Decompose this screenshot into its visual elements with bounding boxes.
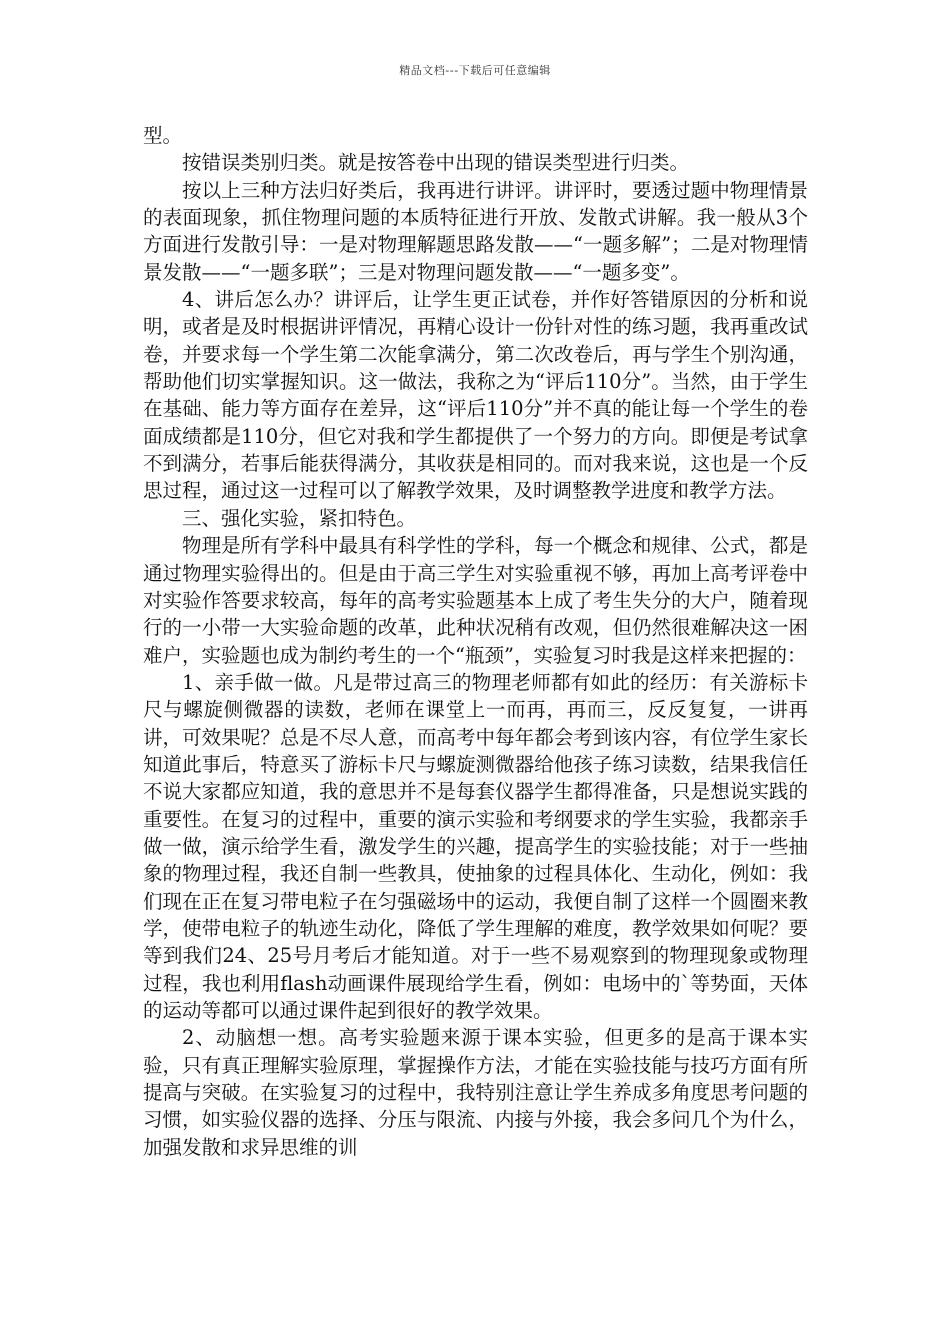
paragraph: 4、讲后怎么办？讲评后，让学生更正试卷，并作好答错原因的分析和说明，或者是及时根据讲评情况，再精心设计一份针对性的练习题，我再重改试卷，并要求每一个学生第二次能拿满分，第二次改卷后，再与学生个别沟通，帮助他们切实掌握知识。这一做法，我称之为“评后110分”。当然，由于学生在基础、能力等方面存在差异，这“评后110分”并不真的能让每一个学生的卷面成绩都是110分，但它对我和学生都提供了一个努力的方向。即便是考试拿不到满分，若事后能获得满分，其收获是相同的。而对我来说，这也是一个反思过程，通过这一过程可以了解教学效果，及时调整教学进度和教学方法。 [143, 288, 808, 503]
running-header: 精品文档---下载后可任意编辑 [399, 64, 551, 77]
document-body [143, 122, 808, 1161]
paragraph: 按以上三种方法归好类后，我再进行讲评。讲评时，要透过题中物理情景的表面现象，抓住物理问题的本质特征进行开放、发散式讲解。我一般从3个方面进行发散引导：一是对物理解题思路发散——“一题多解”；二是对物理情景发散——“一题多联”；三是对物理问题发散——“一题多变”。 [143, 178, 808, 284]
section-heading: 三、强化实验，紧扣特色。 [182, 506, 417, 530]
paragraph: 按错误类别归类。就是按答卷中出现的错误类型进行归类。 [182, 151, 690, 175]
paragraph: 物理是所有学科中最具有科学性的学科，每一个概念和规律、公式，都是通过物理实验得出的。但是由于高三学生对实验重视不够，再加上高考评卷中对实验作答要求较高，每年的高考实验题基本上成了考生失分的大户，随着现行的一小带一大实验命题的改革，此种状况稍有改观，但仍然很难解决这一困难户，实验题也成为制约考生的一个“瓶颈”，实验复习时我是这样来把握的： [143, 534, 808, 667]
paragraph: 1、亲手做一做。凡是带过高三的物理老师都有如此的经历：有关游标卡尺与螺旋侧微器的读数，老师在课堂上一而再，再而三，反反复复，一讲再讲，可效果呢？总是不尽人意，而高考中每年都会考到该内容，有位学生家长知道此事后，特意买了游标卡尺与螺旋测微器给他孩子练习读数，结果我信任不说大家都应知道，我的意思并不是每套仪器学生都得准备，只是想说实践的重要性。在复习的过程中，重要的演示实验和考纲要求的学生实验，我都亲手做一做，演示给学生看，激发学生的兴趣，提高学生的实验技能；对于一些抽象的物理过程，我还自制一些教具，使抽象的过程具体化、生动化，例如：我们现在正在复习带电粒子在匀强磁场中的运动，我便自制了这样一个圆圈来教学，使带电粒子的轨迹生动化，降低了学生理解的难度，教学效果如何呢？要等到我们24、25号月考后才能知道。对于一些不易观察到的物理现象或物理过程，我也利用flash动画课件展现给学生看，例如：电场中的`等势面，天体的运动等都可以通过课件起到很好的教学效果。 [143, 670, 808, 1022]
paragraph: 2、动脑想一想。高考实验题来源于课本实验，但更多的是高于课本实验，只有真正理解实验原理，掌握操作方法，才能在实验技能与技巧方面有所提高与突破。在实验复习的过程中，我特别注意让学生养成多角度思考问题的习惯，如实验仪器的选择、分压与限流、内接与外接，我会多问几个为什么，加强发散和求异思维的训 [143, 1026, 808, 1159]
paragraph: 型。 [143, 124, 183, 147]
